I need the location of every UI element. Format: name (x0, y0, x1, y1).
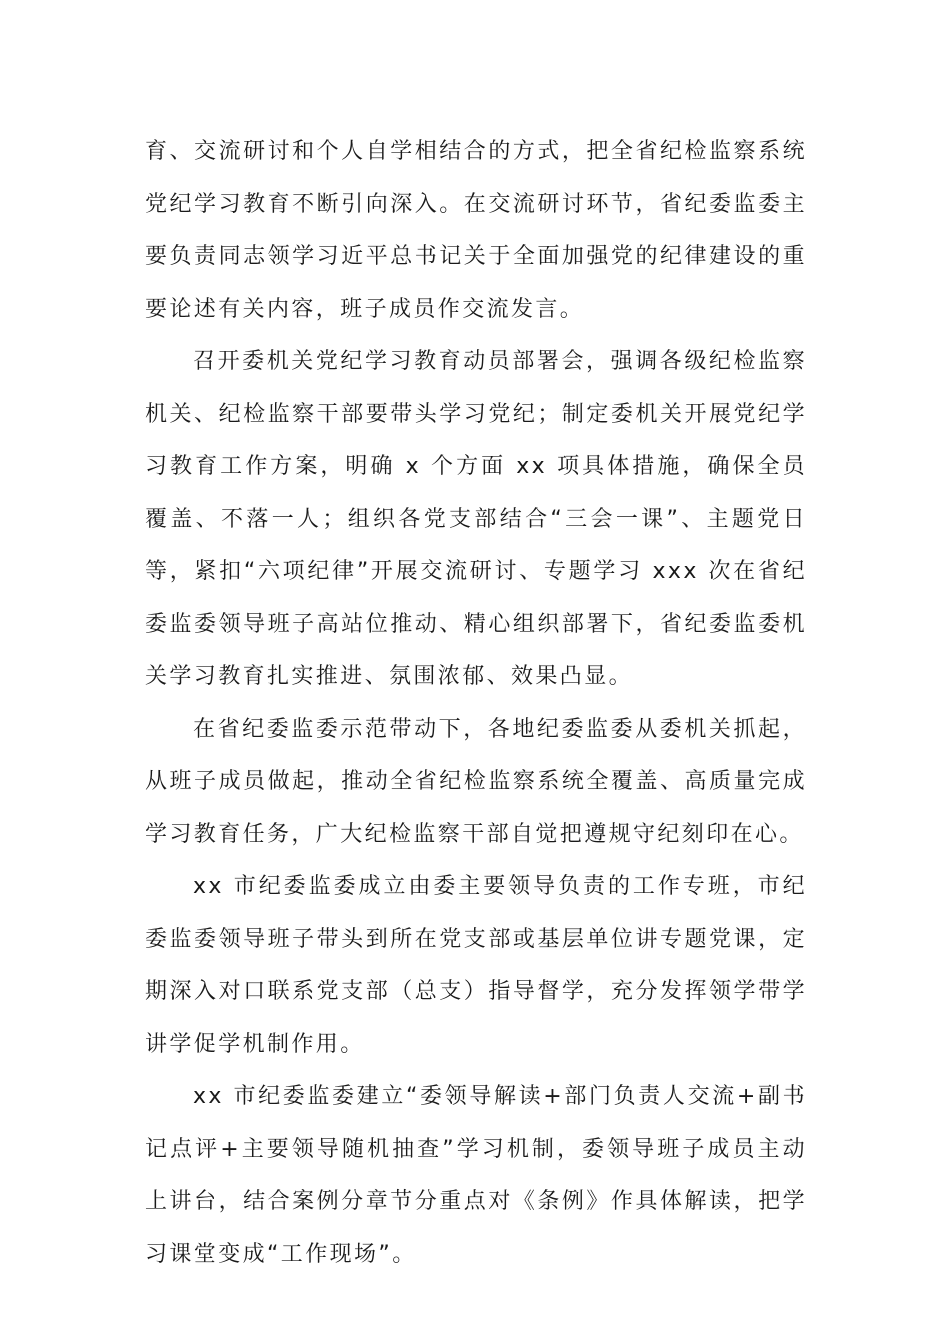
paragraph-learning-mechanism: xx 市纪委监委建立“委领导解读+部门负责人交流+副书记点评+主要领导随机抽查”学习机制，委领导班子成员主动上讲台，结合案例分章节分重点对《条例》作具体解读，把学习课堂变成“工作现场”。 (145, 1084, 807, 1267)
paragraph-task-force: xx 市纪委监委成立由委主要领导负责的工作专班，市纪委监委领导班子带头到所在党支部或基层单位讲专题党课，定期深入对口联系党支部（总支）指导督学，充分发挥领学带学讲学促学机制作用。 (145, 874, 807, 1057)
paragraph-demonstration: 在省纪委监委示范带动下，各地纪委监委从委机关抓起，从班子成员做起，推动全省纪检监察系统全覆盖、高质量完成学习教育任务，广大纪检监察干部自觉把遵规守纪刻印在心。 (145, 716, 807, 847)
paragraph-mobilization-meeting: 召开委机关党纪学习教育动员部署会，强调各级纪检监察机关、纪检监察干部要带头学习党纪；制定委机关开展党纪学习教育工作方案，明确 x 个方面 xx 项具体措施，确保全员覆盖、不落一人；组织各党支部结合“三会一课”、主题党日等，紧扣“六项纪律”开展交流研讨、专题学习 xxx 次在省纪委监委领导班子高站位推动、精心组织部署下，省纪委监委机关学习教育扎实推进、氛围浓郁、效果凸显。 (145, 349, 807, 689)
document-body (145, 126, 807, 1281)
paragraph-continuation: 育、交流研讨和个人自学相结合的方式，把全省纪检监察系统党纪学习教育不断引向深入。在交流研讨环节，省纪委监委主要负责同志领学习近平总书记关于全面加强党的纪律建设的重要论述有关内容，班子成员作交流发言。 (145, 139, 807, 322)
